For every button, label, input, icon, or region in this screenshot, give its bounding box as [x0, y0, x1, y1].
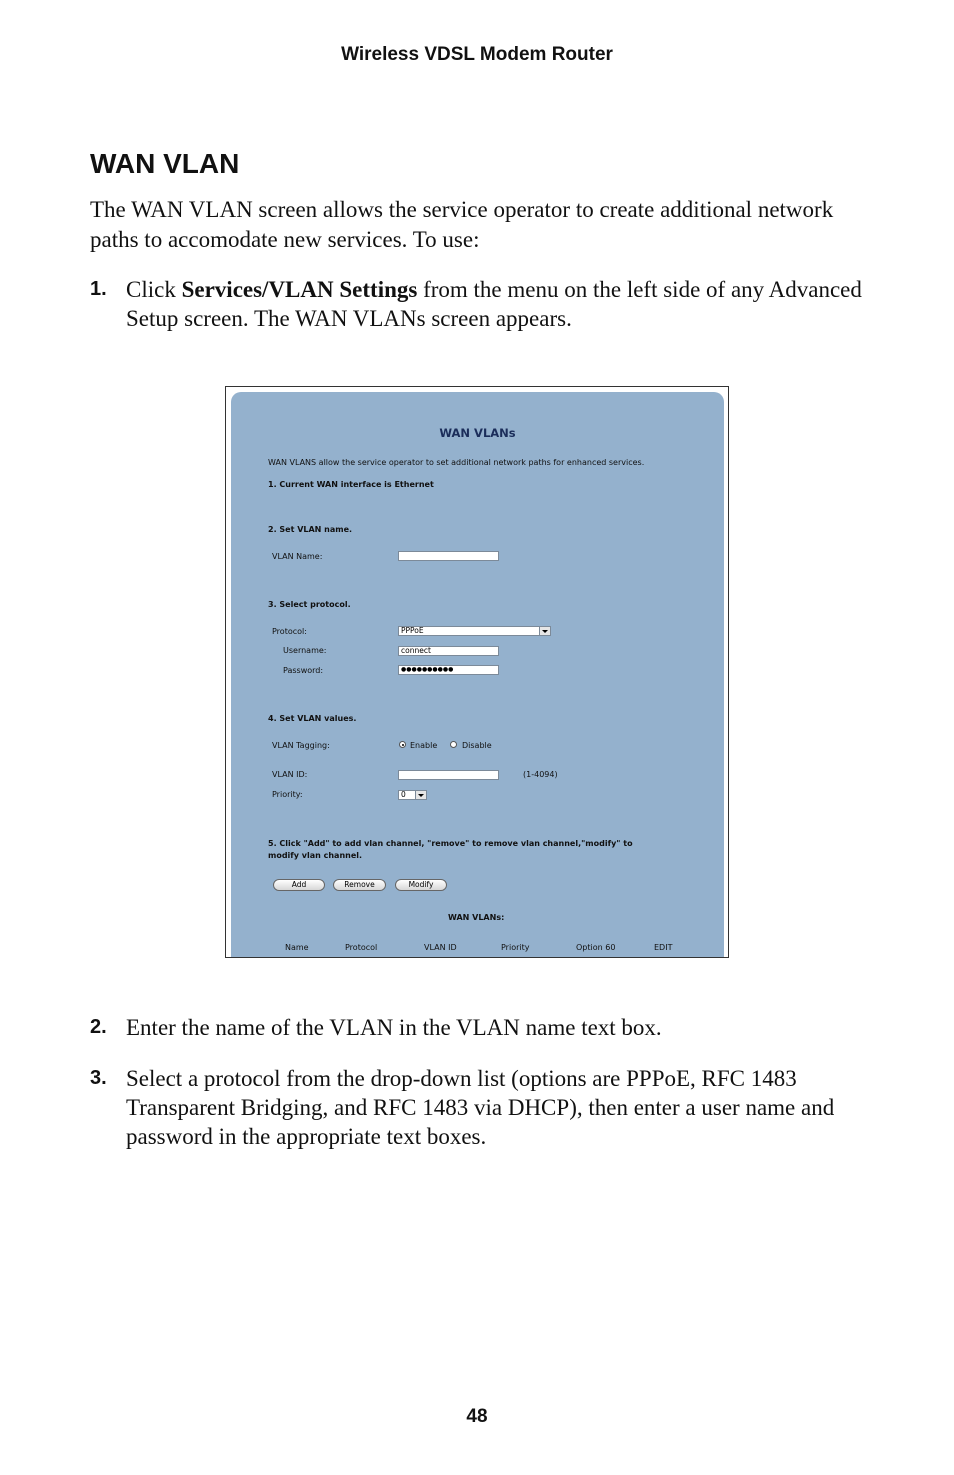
step-text-post: from the menu on the left side of any Advanced Setup screen. The WAN VLANs screen appears.: [126, 277, 862, 331]
step-3: [90, 1064, 870, 1151]
column-header-protocol: Protocol: [345, 943, 378, 952]
select-protocol-heading: 3. Select protocol.: [268, 600, 351, 609]
wan-vlans-screenshot: [225, 386, 729, 958]
step-text: Select a protocol from the drop-down list (options are PPPoE, RFC 1483 Transparent Bridging, and RFC 1483 via DHCP), then enter a user name and password in the appropriate text boxes.: [126, 1066, 835, 1149]
page-number: 48: [466, 1406, 488, 1427]
step-text: Enter the name of the VLAN in the VLAN name text box.: [126, 1015, 662, 1040]
step-2: [90, 1013, 870, 1042]
column-header-edit: EDIT: [654, 943, 673, 952]
wan-vlans-panel: [231, 392, 724, 958]
protocol-label: Protocol:: [272, 627, 307, 636]
vlan-id-range: (1-4094): [523, 770, 558, 779]
password-label: Password:: [283, 666, 324, 675]
username-label: Username:: [283, 646, 327, 655]
actions-instruction-line2: modify vlan channel.: [268, 851, 363, 860]
set-vlan-name-heading: 2. Set VLAN name.: [268, 525, 353, 534]
add-button[interactable]: Add: [273, 879, 325, 891]
chevron-down-icon: [539, 627, 550, 635]
disable-radio[interactable]: [450, 741, 457, 748]
remove-button[interactable]: Remove: [333, 879, 386, 891]
enable-label: Enable: [410, 741, 438, 750]
column-header-option-60: Option 60: [576, 943, 616, 952]
step-1: [90, 275, 870, 333]
disable-label: Disable: [462, 741, 492, 750]
set-vlan-values-heading: 4. Set VLAN values.: [268, 714, 357, 723]
actions-instruction-line1: 5. Click "Add" to add vlan channel, "remove" to remove vlan channel,"modify" to: [268, 839, 633, 848]
step-number: 2.: [90, 1016, 107, 1038]
priority-label: Priority:: [272, 790, 303, 799]
column-header-name: Name: [285, 943, 309, 952]
chevron-down-icon: [415, 791, 426, 799]
panel-title: WAN VLANs: [439, 426, 516, 440]
vlan-name-input[interactable]: [398, 551, 499, 561]
wan-interface-line: 1. Current WAN interface is Ethernet: [268, 480, 434, 489]
modify-button[interactable]: Modify: [395, 879, 447, 891]
column-header-priority: Priority: [501, 943, 530, 952]
panel-description: WAN VLANS allow the service operator to set additional network paths for enhanced services.: [268, 458, 645, 467]
vlan-id-label: VLAN ID:: [272, 770, 308, 779]
step-text-pre: Click: [126, 277, 182, 302]
vlan-tagging-label: VLAN Tagging:: [272, 741, 330, 750]
step-number: 3.: [90, 1067, 107, 1089]
wan-vlans-table-title: WAN VLANs:: [448, 913, 505, 922]
section-title: WAN VLAN: [90, 148, 240, 179]
password-input[interactable]: ●●●●●●●●●●: [398, 665, 499, 675]
step-number: 1.: [90, 278, 107, 300]
protocol-select-value: PPPoE: [401, 626, 424, 635]
enable-radio[interactable]: [399, 741, 406, 748]
protocol-select[interactable]: [398, 626, 551, 636]
priority-select-value: 0: [401, 790, 406, 799]
vlan-name-label: VLAN Name:: [272, 552, 323, 561]
intro-paragraph: The WAN VLAN screen allows the service operator to create additional network paths to accomodate new services. To use:: [90, 197, 834, 252]
priority-select[interactable]: [398, 790, 427, 800]
running-header: Wireless VDSL Modem Router: [341, 44, 613, 65]
vlan-id-input[interactable]: [398, 770, 499, 780]
menu-path: Services/VLAN Settings: [181, 277, 418, 302]
username-input[interactable]: connect: [398, 646, 499, 656]
step-text: [126, 275, 870, 333]
column-header-vlan-id: VLAN ID: [424, 943, 457, 952]
